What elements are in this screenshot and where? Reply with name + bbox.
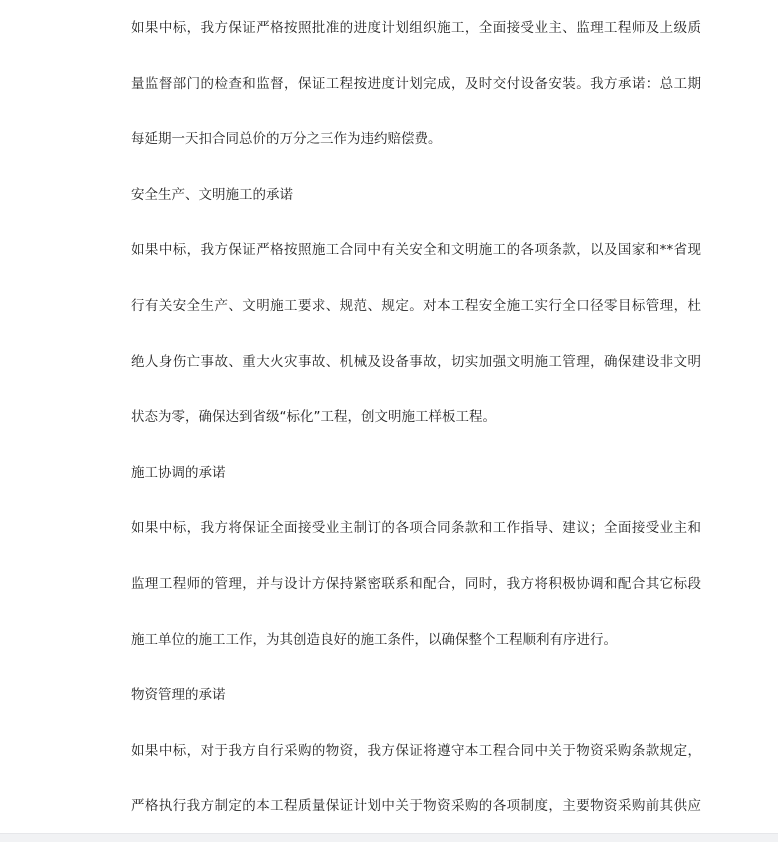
paragraph-line: 每延期一天扣合同总价的万分之三作为违约赔偿费。 bbox=[131, 131, 442, 148]
paragraph-line: 绝人身伤亡事故、重大火灾事故、机械及设备事故，切实加强文明施工管理，确保建设非文明 bbox=[131, 353, 701, 370]
paragraph-line: 如果中标，对于我方自行采购的物资，我方保证将遵守本工程合同中关于物资采购条款规定， bbox=[131, 742, 701, 759]
section-heading-coordination: 施工协调的承诺 bbox=[131, 464, 226, 481]
paragraph-line: 如果中标，我方保证严格按照施工合同中有关安全和文明施工的各项条款，以及国家和**省现 bbox=[131, 242, 701, 259]
paragraph-line: 行有关安全生产、文明施工要求、规范、规定。对本工程安全施工实行全口径零目标管理，杜 bbox=[131, 297, 701, 314]
document-body bbox=[131, 16, 711, 850]
paragraph-line: 监理工程师的管理，并与设计方保持紧密联系和配合，同时，我方将积极协调和配合其它标段 bbox=[131, 575, 701, 592]
paragraph-line: 如果中标，我方保证严格按照批准的进度计划组织施工，全面接受业主、监理工程师及上级质 bbox=[131, 20, 701, 36]
section-heading-safety: 安全生产、文明施工的承诺 bbox=[131, 186, 293, 203]
bottom-scroll-bar[interactable] bbox=[0, 833, 778, 842]
paragraph-line: 如果中标，我方将保证全面接受业主制订的各项合同条款和工作指导、建议；全面接受业主和 bbox=[131, 520, 701, 537]
paragraph-line: 施工单位的施工工作，为其创造良好的施工条件，以确保整个工程顺利有序进行。 bbox=[131, 631, 617, 648]
paragraph-line: 严格执行我方制定的本工程质量保证计划中关于物资采购的各项制度，主要物资采购前其供应 bbox=[131, 798, 701, 815]
paragraph-line: 量监督部门的检查和监督，保证工程按进度计划完成，及时交付设备安装。我方承诺：总工期 bbox=[131, 75, 701, 92]
paragraph-line: 状态为零，确保达到省级“标化”工程，创文明施工样板工程。 bbox=[131, 409, 496, 426]
section-heading-materials: 物资管理的承诺 bbox=[131, 687, 226, 704]
